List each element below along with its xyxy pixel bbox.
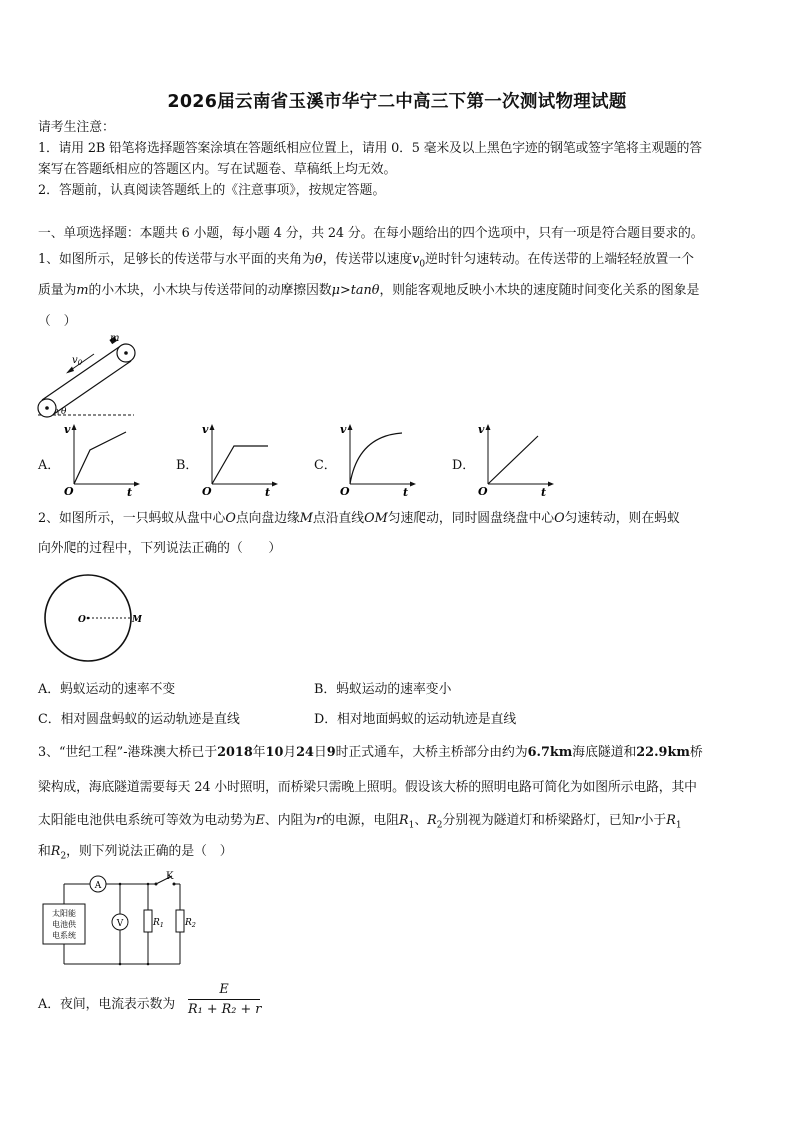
q3-sub: 2 — [60, 851, 67, 862]
fig-label-m: m — [110, 333, 120, 344]
q1-option-c-label[interactable]: C． — [314, 458, 337, 473]
q2-text: 匀速爬动，同时圆盘绕盘中心 — [387, 511, 555, 526]
box-text-1: 太阳能 — [52, 909, 76, 918]
svg-text:t: t — [403, 486, 409, 496]
q2-text: 2、如图所示，一只蚂蚁从盘中心 — [38, 511, 226, 526]
q1-option-b-label[interactable]: B． — [176, 458, 199, 473]
q3-num: 6.7km — [527, 745, 573, 760]
curve-d — [488, 436, 538, 484]
q3-text: 年 — [252, 745, 266, 760]
q2-option-c[interactable]: C．相对圆盘蚂蚁的运动轨迹是直线 — [38, 712, 240, 727]
fig-label-v0: $v_0$ — [72, 355, 83, 367]
q3-text: 的电源，电阻 — [322, 813, 399, 828]
curve-b — [212, 446, 268, 484]
page-title: 2026届云南省玉溪市华宁二中高三下第一次测试物理试题 — [167, 92, 627, 112]
q1-graph-b[interactable] — [198, 420, 278, 496]
box-text-3: 电系统 — [52, 931, 76, 940]
q3-text: 海底隧道和 — [572, 745, 637, 760]
q1-theta: θ — [314, 252, 323, 267]
q1-option-a-label[interactable]: A． — [38, 458, 61, 473]
velocity-arrowhead — [66, 367, 74, 374]
q2-option-d[interactable]: D．相对地面蚂蚁的运动轨迹是直线 — [314, 712, 517, 727]
q1-text: 质量为 — [38, 283, 77, 298]
q3-text: 时正式通车，大桥主桥部分由约为 — [335, 745, 528, 760]
q3-line-3 — [38, 813, 758, 834]
q3-r: r — [634, 813, 641, 828]
svg-text:t: t — [127, 486, 133, 496]
q3-R1: R — [666, 813, 676, 828]
q1-line-1 — [38, 252, 758, 273]
q3-num: 10 — [265, 745, 284, 760]
q3-E: E — [255, 813, 265, 828]
q3-option-a[interactable]: A．夜间，电流表示数为 — [38, 997, 176, 1012]
fig-label-k: K — [166, 871, 174, 882]
disc-figure — [38, 572, 142, 664]
box-text-2: 电池供 — [52, 920, 76, 929]
fraction-numerator: E — [219, 982, 229, 997]
q1-line-2 — [38, 283, 758, 299]
q3-text: 桥 — [689, 745, 703, 760]
q2-line-2: 向外爬的过程中，下列说法正确的（ ） — [38, 541, 282, 556]
section-heading: 一、单项选择题：本题共 6 小题，每小题 4 分，共 24 分。在每小题给出的四个选项中，只有一项是符合题目要求的。 — [38, 226, 704, 241]
svg-text:v: v — [478, 423, 485, 436]
r2-label: $R_2$ — [185, 918, 196, 929]
q3-R1: R — [398, 813, 409, 828]
q3-text: ，则下列说法正确的是（ ） — [66, 844, 233, 859]
q3-line-1 — [38, 745, 758, 761]
q2-text: 匀速转动，则在蚂蚁 — [564, 511, 680, 526]
q3-text: 月 — [283, 745, 297, 760]
svg-text:t: t — [541, 486, 547, 496]
notice-line-1b: 案写在答题纸相应的答题区内。写在试题卷、草稿纸上均无效。 — [38, 162, 397, 177]
notice-heading: 请考生注意： — [38, 120, 115, 135]
q3-num: 2018 — [217, 745, 253, 760]
q2-line-1 — [38, 511, 758, 527]
q3-text: 太阳能电池供电系统可等效为电动势为 — [38, 813, 256, 828]
svg-text:O: O — [478, 485, 488, 496]
q1-graph-c[interactable] — [336, 420, 416, 496]
fig-label-M: M — [132, 615, 142, 625]
fig-label-theta: θ — [61, 407, 67, 417]
q1-text: 的小木块，小木块与传送带间的动摩擦因数 — [88, 283, 332, 298]
circuit-diagram — [36, 866, 196, 970]
q3-line-4 — [38, 844, 758, 865]
voltmeter-label: V — [116, 919, 124, 929]
notice-line-1a: 1．请用 2B 铅笔将选择题答案涂填在答题纸相应位置上，请用 0．5 毫米及以上黑色字迹的钢笔或签字笔将主观题的答 — [38, 141, 702, 156]
resistor-r1 — [144, 910, 152, 932]
svg-text:O: O — [340, 485, 350, 496]
q3-num: 9 — [326, 745, 336, 760]
svg-text:v: v — [64, 423, 71, 436]
svg-text:v: v — [202, 423, 209, 436]
q2-O: O — [554, 511, 565, 526]
ammeter-label: A — [94, 881, 102, 891]
q2-text: 点向盘边缘 — [235, 511, 300, 526]
curve-a — [74, 432, 126, 484]
q2-text: 点沿直线 — [312, 511, 365, 526]
q1-v0-sub: 0 — [419, 259, 426, 270]
q1-graph-d[interactable] — [474, 420, 554, 496]
q3-R2: R — [427, 813, 437, 828]
q1-option-d-label[interactable]: D． — [452, 458, 476, 473]
q3-num: 22.9km — [636, 745, 690, 760]
resistor-r2 — [176, 910, 184, 932]
q3-R2: R — [50, 844, 61, 859]
upper-pulley-axle — [124, 351, 128, 355]
q1-v0: v — [412, 252, 420, 267]
q1-mu: μ>tanθ — [331, 283, 380, 298]
q3-text: 、内阻为 — [264, 813, 317, 828]
q3-text: 3、“世纪工程”-港珠澳大桥已于 — [38, 745, 218, 760]
q1-text: 逆时针匀速转动。在传送带的上端轻轻放置一个 — [425, 252, 694, 267]
svg-text:O: O — [64, 485, 74, 496]
conveyor-belt-figure — [30, 330, 140, 422]
q2-O: O — [225, 511, 236, 526]
q1-graph-a[interactable] — [60, 420, 140, 496]
q3-sub: 1 — [675, 820, 682, 831]
curve-c — [350, 433, 402, 484]
q3-text: 小于 — [640, 813, 667, 828]
q1-text: ，则能客观地反映小木块的速度随时间变化关系的图象是 — [379, 283, 700, 298]
q2-M: M — [299, 511, 313, 526]
q1-m: m — [76, 283, 89, 298]
q2-option-b[interactable]: B．蚂蚁运动的速率变小 — [314, 682, 452, 697]
q3-text: 分别视为隧道灯和桥梁路灯，已知 — [442, 813, 635, 828]
r1-label: $R_1$ — [153, 918, 164, 929]
q3-text: 、 — [414, 813, 428, 828]
fraction-denominator: R₁ + R₂ + r — [188, 999, 260, 1017]
fig-label-O: O — [78, 615, 86, 625]
fraction — [188, 982, 260, 1017]
q3-sub: 2 — [436, 820, 443, 831]
lower-pulley-axle — [45, 406, 49, 410]
svg-text:v: v — [340, 423, 347, 436]
q3-text: 日 — [313, 745, 327, 760]
svg-text:O: O — [202, 485, 212, 496]
q1-text: 1、如图所示，足够长的传送带与水平面的夹角为 — [38, 252, 315, 267]
q3-text: 和 — [38, 844, 51, 859]
q1-line-3: （ ） — [38, 314, 77, 329]
notice-line-2: 2．答题前，认真阅读答题纸上的《注意事项》，按规定答题。 — [38, 183, 386, 198]
q3-r: r — [316, 813, 323, 828]
q3-line-2: 梁构成，海底隧道需要每天 24 小时照明，而桥梁只需晚上照明。假设该大桥的照明电路可简化为如图所示电路，其中 — [38, 780, 697, 795]
q3-sub: 1 — [408, 820, 415, 831]
q1-text: ，传送带以速度 — [322, 252, 413, 267]
q2-option-a[interactable]: A．蚂蚁运动的速率不变 — [38, 682, 176, 697]
svg-text:t: t — [265, 486, 271, 496]
q2-OM: OM — [364, 511, 388, 526]
q3-num: 24 — [296, 745, 314, 760]
belt-top — [42, 345, 122, 400]
